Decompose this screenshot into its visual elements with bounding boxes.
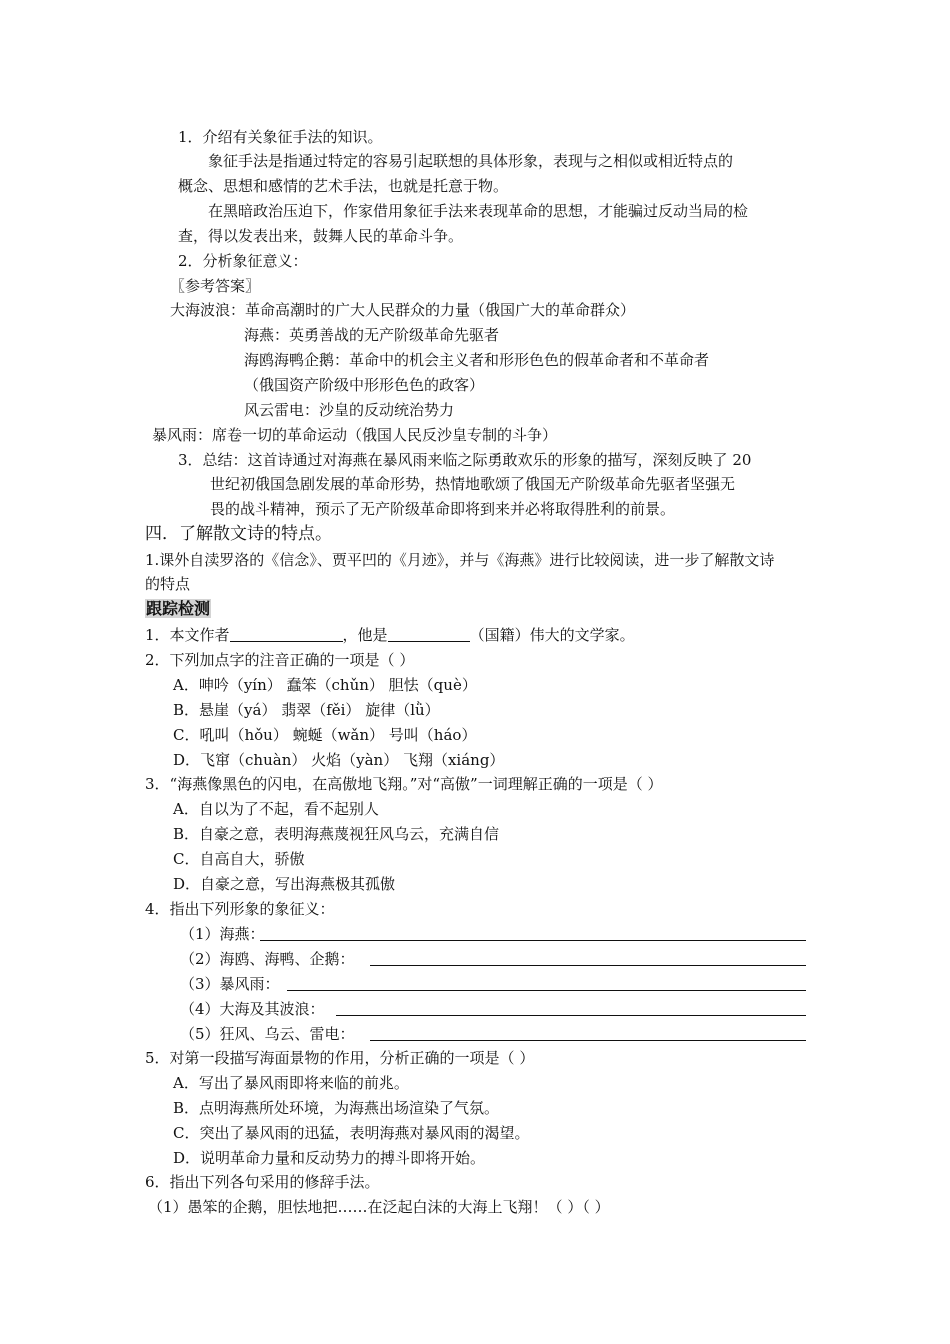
answer-line: 海燕：英勇善战的无产阶级革命先驱者 <box>244 326 500 344</box>
item-2-title: 2．分析象征意义： <box>178 252 308 270</box>
answer-line: 大海波浪：革命高潮时的广大人民群众的力量（俄国广大的革命群众） <box>170 301 636 319</box>
question-1: 1．本文作者 ，他是 （国籍）伟大的文学家。 <box>145 626 635 644</box>
option-c: C．自高自大，骄傲 <box>173 850 305 868</box>
summary-line: 畏的战斗精神，预示了无产阶级革命即将到来并必将取得胜利的前景。 <box>210 500 676 518</box>
symbol-item-label: （5）狂风、乌云、雷电： <box>180 1025 355 1043</box>
option-c: C．突出了暴风雨的迅猛，表明海燕对暴风雨的渴望。 <box>173 1124 530 1142</box>
paragraph-line: 概念、思想和感情的艺术手法，也就是托意于物。 <box>178 177 509 195</box>
option-d: D．说明革命力量和反动势力的搏斗即将开始。 <box>173 1149 486 1167</box>
question-6-item-1: （1）愚笨的企鹅，胆怯地把……在泛起白沫的大海上飞翔！（ ）（ ） <box>148 1198 610 1216</box>
symbol-item-label: （1）海燕： <box>180 925 265 943</box>
item-3-summary: 3．总结：这首诗通过对海燕在暴风雨来临之际勇敢欢乐的形象的描写，深刻反映了 20 <box>178 451 752 469</box>
paragraph-line: 象征手法是指通过特定的容易引起联想的具体形象，表现与之相似或相近特点的 <box>208 152 734 170</box>
track-test-heading: 跟踪检测 <box>146 599 211 618</box>
option-a: A．自以为了不起，看不起别人 <box>173 800 379 818</box>
option-d: D．飞窜（chuàn） 火焰（yàn） 飞翔（xiáng） <box>173 751 505 769</box>
answer-blank[interactable] <box>336 1015 806 1016</box>
answer-line: 海鸥海鸭企鹅：革命中的机会主义者和形形色色的假革命者和不革命者 <box>244 351 710 369</box>
answer-blank[interactable] <box>370 965 806 966</box>
answer-blank[interactable] <box>260 940 806 941</box>
author-blank[interactable] <box>230 626 343 642</box>
section-heading: 四．了解散文诗的特点。 <box>145 524 332 544</box>
answer-blank[interactable] <box>370 1040 806 1041</box>
option-a: A．呻吟（yín） 蠢笨（chǔn） 胆怯（què） <box>173 676 477 694</box>
item-1-title: 1．介绍有关象征手法的知识。 <box>178 128 383 146</box>
option-d: D．自豪之意，写出海燕极其孤傲 <box>173 875 396 893</box>
option-b: B．点明海燕所处环境，为海燕出场渲染了气氛。 <box>173 1099 500 1117</box>
nationality-blank[interactable] <box>388 626 470 642</box>
answer-line: 风云雷电：沙皇的反动统治势力 <box>244 401 455 419</box>
symbol-item-label: （3）暴风雨： <box>180 975 280 993</box>
option-b: B．自豪之意，表明海燕蔑视狂风乌云，充满自信 <box>173 825 500 843</box>
question-6: 6．指出下列各句采用的修辞手法。 <box>145 1173 380 1191</box>
symbol-item-label: （2）海鸥、海鸭、企鹅： <box>180 950 355 968</box>
paragraph-line: 在黑暗政治压迫下，作家借用象征手法来表现革命的思想，才能骗过反动当局的检 <box>208 202 749 220</box>
option-b: B．悬崖（yá） 翡翠（fěi） 旋律（lǜ） <box>173 701 440 719</box>
question-4: 4．指出下列形象的象征义： <box>145 900 335 918</box>
symbol-item-label: （4）大海及其波浪： <box>180 1000 325 1018</box>
paragraph-line: 查，得以发表出来，鼓舞人民的革命斗争。 <box>178 227 464 245</box>
summary-line: 世纪初俄国急剧发展的革命形势，热情地歌颂了俄国无产阶级革命先驱者坚强无 <box>210 475 736 493</box>
answer-line: （俄国资产阶级中形形色色的政客） <box>244 376 485 394</box>
option-a: A．写出了暴风雨即将来临的前兆。 <box>173 1074 409 1092</box>
task-line: 的特点 <box>145 575 191 593</box>
answer-blank[interactable] <box>287 990 806 991</box>
question-2: 2．下列加点字的注音正确的一项是（ ） <box>145 651 415 669</box>
answer-line: 暴风雨：席卷一切的革命运动（俄国人民反沙皇专制的斗争） <box>152 426 558 444</box>
task-line: 1.课外自渎罗洛的《信念》、贾平凹的《月迹》，并与《海燕》进行比较阅读，进一步了解散文诗 <box>145 551 775 569</box>
reference-answer-label: 〖参考答案〗 <box>170 277 261 295</box>
option-c: C．吼叫（hǒu） 蜿蜒（wǎn） 号叫（háo） <box>173 726 477 744</box>
question-5: 5．对第一段描写海面景物的作用，分析正确的一项是（ ） <box>145 1049 535 1067</box>
question-3: 3．“海燕像黑色的闪电，在高傲地飞翔。”对“高傲”一词理解正确的一项是（ ） <box>145 775 663 793</box>
